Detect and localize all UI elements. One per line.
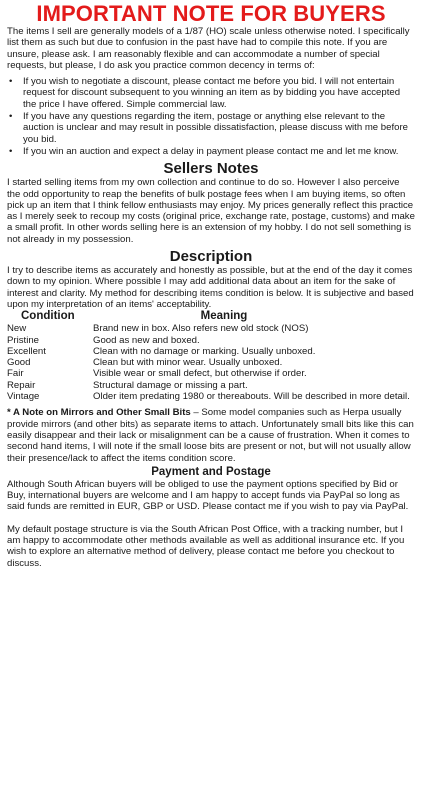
condition-name: Excellent [7,345,46,357]
table-row [7,335,415,346]
description-paragraph: I try to describe items as accurately and honestly as possible, but at the end of the day it comes down to my opinion. Where possible I may add additional data about an item for the sake of interest and clarity. My method for describing items condition is below. It is subjective and based upon my interpretation of an items' acceptability. [7,265,414,310]
condition-meaning: Visible wear or small defect, but otherwise if order. [93,368,307,380]
paragraph-spacer [7,513,415,524]
table-row [7,357,415,368]
list-item [7,146,415,157]
postage-paragraph: My default postage structure is via the South African Post Office, with a tracking number, but I am happy to accommodate other methods available as well as additional insurance etc. If you wish to explore an alternative method of delivery, please contact me before you checkout to discuss. [7,523,405,569]
payment-paragraph: Although South African buyers will be obliged to use the payment options specified by Bid or Buy, international buyers are welcome and I am happy to accept funds via PayPal so long as said funds are remitted in EUR, GBP or USD. Please contact me if you wish to pay via PayPal. [7,478,409,513]
page-title: IMPORTANT NOTE FOR BUYERS [36,1,386,26]
list-item-text: If you win an auction and expect a delay in payment please contact me and let me know. [23,145,399,157]
bullet-glyph: • [9,145,13,157]
bullet-glyph: • [9,111,13,123]
condition-meaning: Clean with no damage or marking. Usually unboxed. [93,345,316,357]
condition-name: Vintage [7,391,40,403]
condition-name: Repair [7,379,36,391]
condition-column-header: Condition [21,310,75,323]
payment-heading: Payment and Postage [151,465,271,478]
condition-table [7,310,415,402]
intro-paragraph: The items I sell are generally models of a 1/87 (HO) scale unless otherwise noted. I specifically list them as such but due to confusion in the past have had to compile this note. If you are unsure, please ask. I am reasonably flexible and can accommodate a number of special requests, but please, I do ask you practice common decency in terms of: [7,26,410,71]
description-heading: Description [169,248,253,266]
bullet-glyph: • [9,76,13,88]
table-row [7,323,415,334]
meaning-column-header: Meaning [200,310,248,323]
condition-meaning: Older item predating 1980 or thereabouts. Will be described in more detail. [93,391,410,403]
condition-meaning: Good as new and boxed. [93,334,200,346]
condition-name: New [7,323,27,335]
list-item-text: If you have any questions regarding the item, postage or anything else relevant to the auction is unclear and may result in possible dissatisfaction, please discuss with me before you bid. [23,111,409,145]
list-item [7,111,415,145]
buyer-rules-list [7,76,415,157]
sellers-notes-heading: Sellers Notes [163,160,259,178]
mirrors-note-lead: * A Note on Mirrors and Other Small Bits [7,407,191,419]
list-item [7,76,415,110]
table-row [7,380,415,391]
table-row [7,391,415,402]
condition-name: Good [7,357,31,369]
condition-meaning: Structural damage or missing a part. [93,379,248,391]
mirrors-note-paragraph [7,407,415,463]
list-item-text: If you wish to negotiate a discount, please contact me before you bid. I will not entertain request for discount subsequent to you winning an item as by bidding you have accepted the price I have offered. Simple commercial law. [23,76,401,110]
sellers-notes-paragraph: I started selling items from my own collection and continue to do so. However I also perceive the odd opportunity to reap the benefits of bulk postage fees when I am buying items, so often pick up an item that I think fellow enthusiasts may enjoy. My prices generally reflect this practice as I merely seek to recoup my costs (original price, exchange rate, postage, customs) and make a small profit. In other words selling here is an extension of my hobby. I do not sell something is not already in my possession. [7,177,415,245]
condition-table-header-row [7,310,415,323]
table-row [7,346,415,357]
condition-name: Pristine [7,334,39,346]
mirrors-note-body: – Some model companies such as Herpa usually provide mirrors (and other bits) as separate items to attach. Unfortunately small bits like this can easily disappear and their lack or misalignment can be a cause of frustration. When it comes to second hand items, I will note if the small loose bits are present or not, but will not usually allow their presence/lack to affect the items condition score. [7,407,414,464]
condition-name: Fair [7,368,24,380]
condition-meaning: Clean but with minor wear. Usually unboxed. [93,357,283,369]
table-row [7,368,415,379]
condition-meaning: Brand new in box. Also refers new old stock (NOS) [93,323,309,335]
